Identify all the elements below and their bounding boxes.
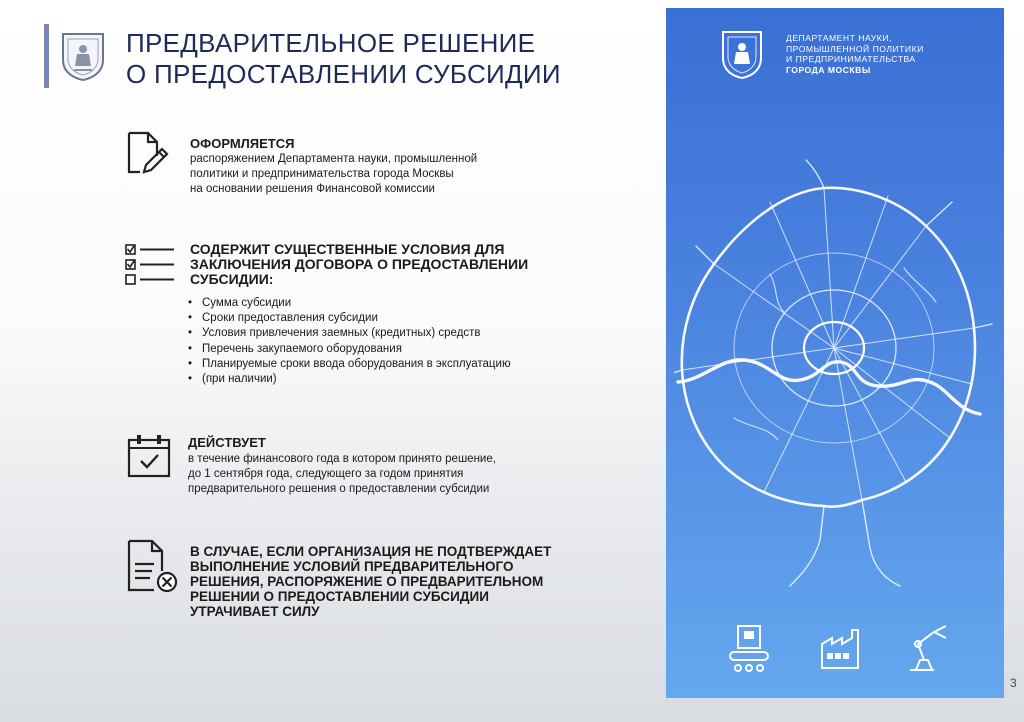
- list-item: • Сумма субсидии: [188, 296, 608, 311]
- department-name: [786, 33, 924, 75]
- block3-line: в течение финансового года в котором принято решение,: [188, 453, 496, 465]
- block4-heading-line: УТРАЧИВАЕТ СИЛУ: [190, 604, 320, 619]
- title-line-2: О ПРЕДОСТАВЛЕНИИ СУБСИДИИ: [126, 59, 561, 89]
- block3-line: до 1 сентября года, следующего за годом принятия: [188, 468, 464, 480]
- department-city: ГОРОДА МОСКВЫ: [786, 64, 871, 75]
- block2-heading-line: СУБСИДИИ:: [190, 271, 274, 287]
- list-item: • Перечень закупаемого оборудования: [188, 342, 608, 357]
- block1-text: [190, 152, 570, 197]
- department-name-line: И ПРЕДПРИНИМАТЕЛЬСТВА: [786, 54, 916, 64]
- block4-heading-line: РЕШЕНИЯ, РАСПОРЯЖЕНИЕ О ПРЕДВАРИТЕЛЬНОМ: [190, 574, 544, 589]
- list-item-continuation: • (при наличии): [188, 372, 608, 387]
- block3-text: [188, 452, 588, 497]
- list-item: • Сроки предоставления субсидии: [188, 311, 608, 326]
- department-panel: [666, 8, 1004, 698]
- title-line-1: ПРЕДВАРИТЕЛЬНОЕ РЕШЕНИЕ: [126, 28, 536, 58]
- block2-heading-line: СОДЕРЖИТ СУЩЕСТВЕННЫЕ УСЛОВИЯ ДЛЯ: [190, 241, 505, 257]
- block4-heading-line: РЕШЕНИИ О ПРЕДОСТАВЛЕНИИ СУБСИДИИ: [190, 589, 489, 604]
- accent-bar: [44, 24, 49, 88]
- conditions-list: [188, 296, 608, 387]
- robot-arm-icon: [910, 626, 946, 670]
- block1-line: распоряжением Департамента науки, промышленной: [190, 153, 478, 165]
- block4-heading: [190, 544, 610, 619]
- list-item: • Планируемые сроки ввода оборудования в эксплуатацию: [188, 357, 608, 372]
- block4-heading-line: В СЛУЧАЕ, ЕСЛИ ОРГАНИЗАЦИЯ НЕ ПОДТВЕРЖДАЕТ: [190, 544, 552, 559]
- moscow-crest-icon: [60, 30, 106, 82]
- document-cancel-icon: [126, 538, 180, 594]
- document-pen-icon: [124, 130, 172, 178]
- block2-heading: [190, 242, 610, 287]
- factory-icon: [822, 630, 858, 668]
- block4-heading-line: ВЫПОЛНЕНИЕ УСЛОВИЙ ПРЕДВАРИТЕЛЬНОГО: [190, 559, 514, 574]
- moscow-map-icon: [674, 148, 996, 588]
- block3-line: предварительного решения о предоставлении субсидии: [188, 483, 490, 495]
- block2-heading-line: ЗАКЛЮЧЕНИЯ ДОГОВОРА О ПРЕДОСТАВЛЕНИИ: [190, 256, 529, 272]
- conveyor-icon: [730, 626, 768, 671]
- moscow-crest-icon: [720, 28, 764, 80]
- page-number: 3: [1010, 676, 1017, 690]
- block3-heading: ДЕЙСТВУЕТ: [188, 435, 266, 450]
- list-item: • Условия привлечения заемных (кредитных) средств: [188, 326, 608, 341]
- bottom-icons: [666, 620, 1004, 680]
- block1-heading: ОФОРМЛЯЕТСЯ: [190, 136, 295, 151]
- page-title: [126, 28, 646, 90]
- department-name-line: ПРОМЫШЛЕННОЙ ПОЛИТИКИ: [786, 43, 924, 54]
- block1-line: на основании решения Финансовой комиссии: [190, 183, 435, 195]
- checklist-icon: [124, 243, 176, 289]
- block1-line: политики и предпринимательства города Москвы: [190, 168, 454, 180]
- department-name-line: ДЕПАРТАМЕНТ НАУКИ,: [786, 33, 892, 43]
- calendar-check-icon: [126, 432, 174, 480]
